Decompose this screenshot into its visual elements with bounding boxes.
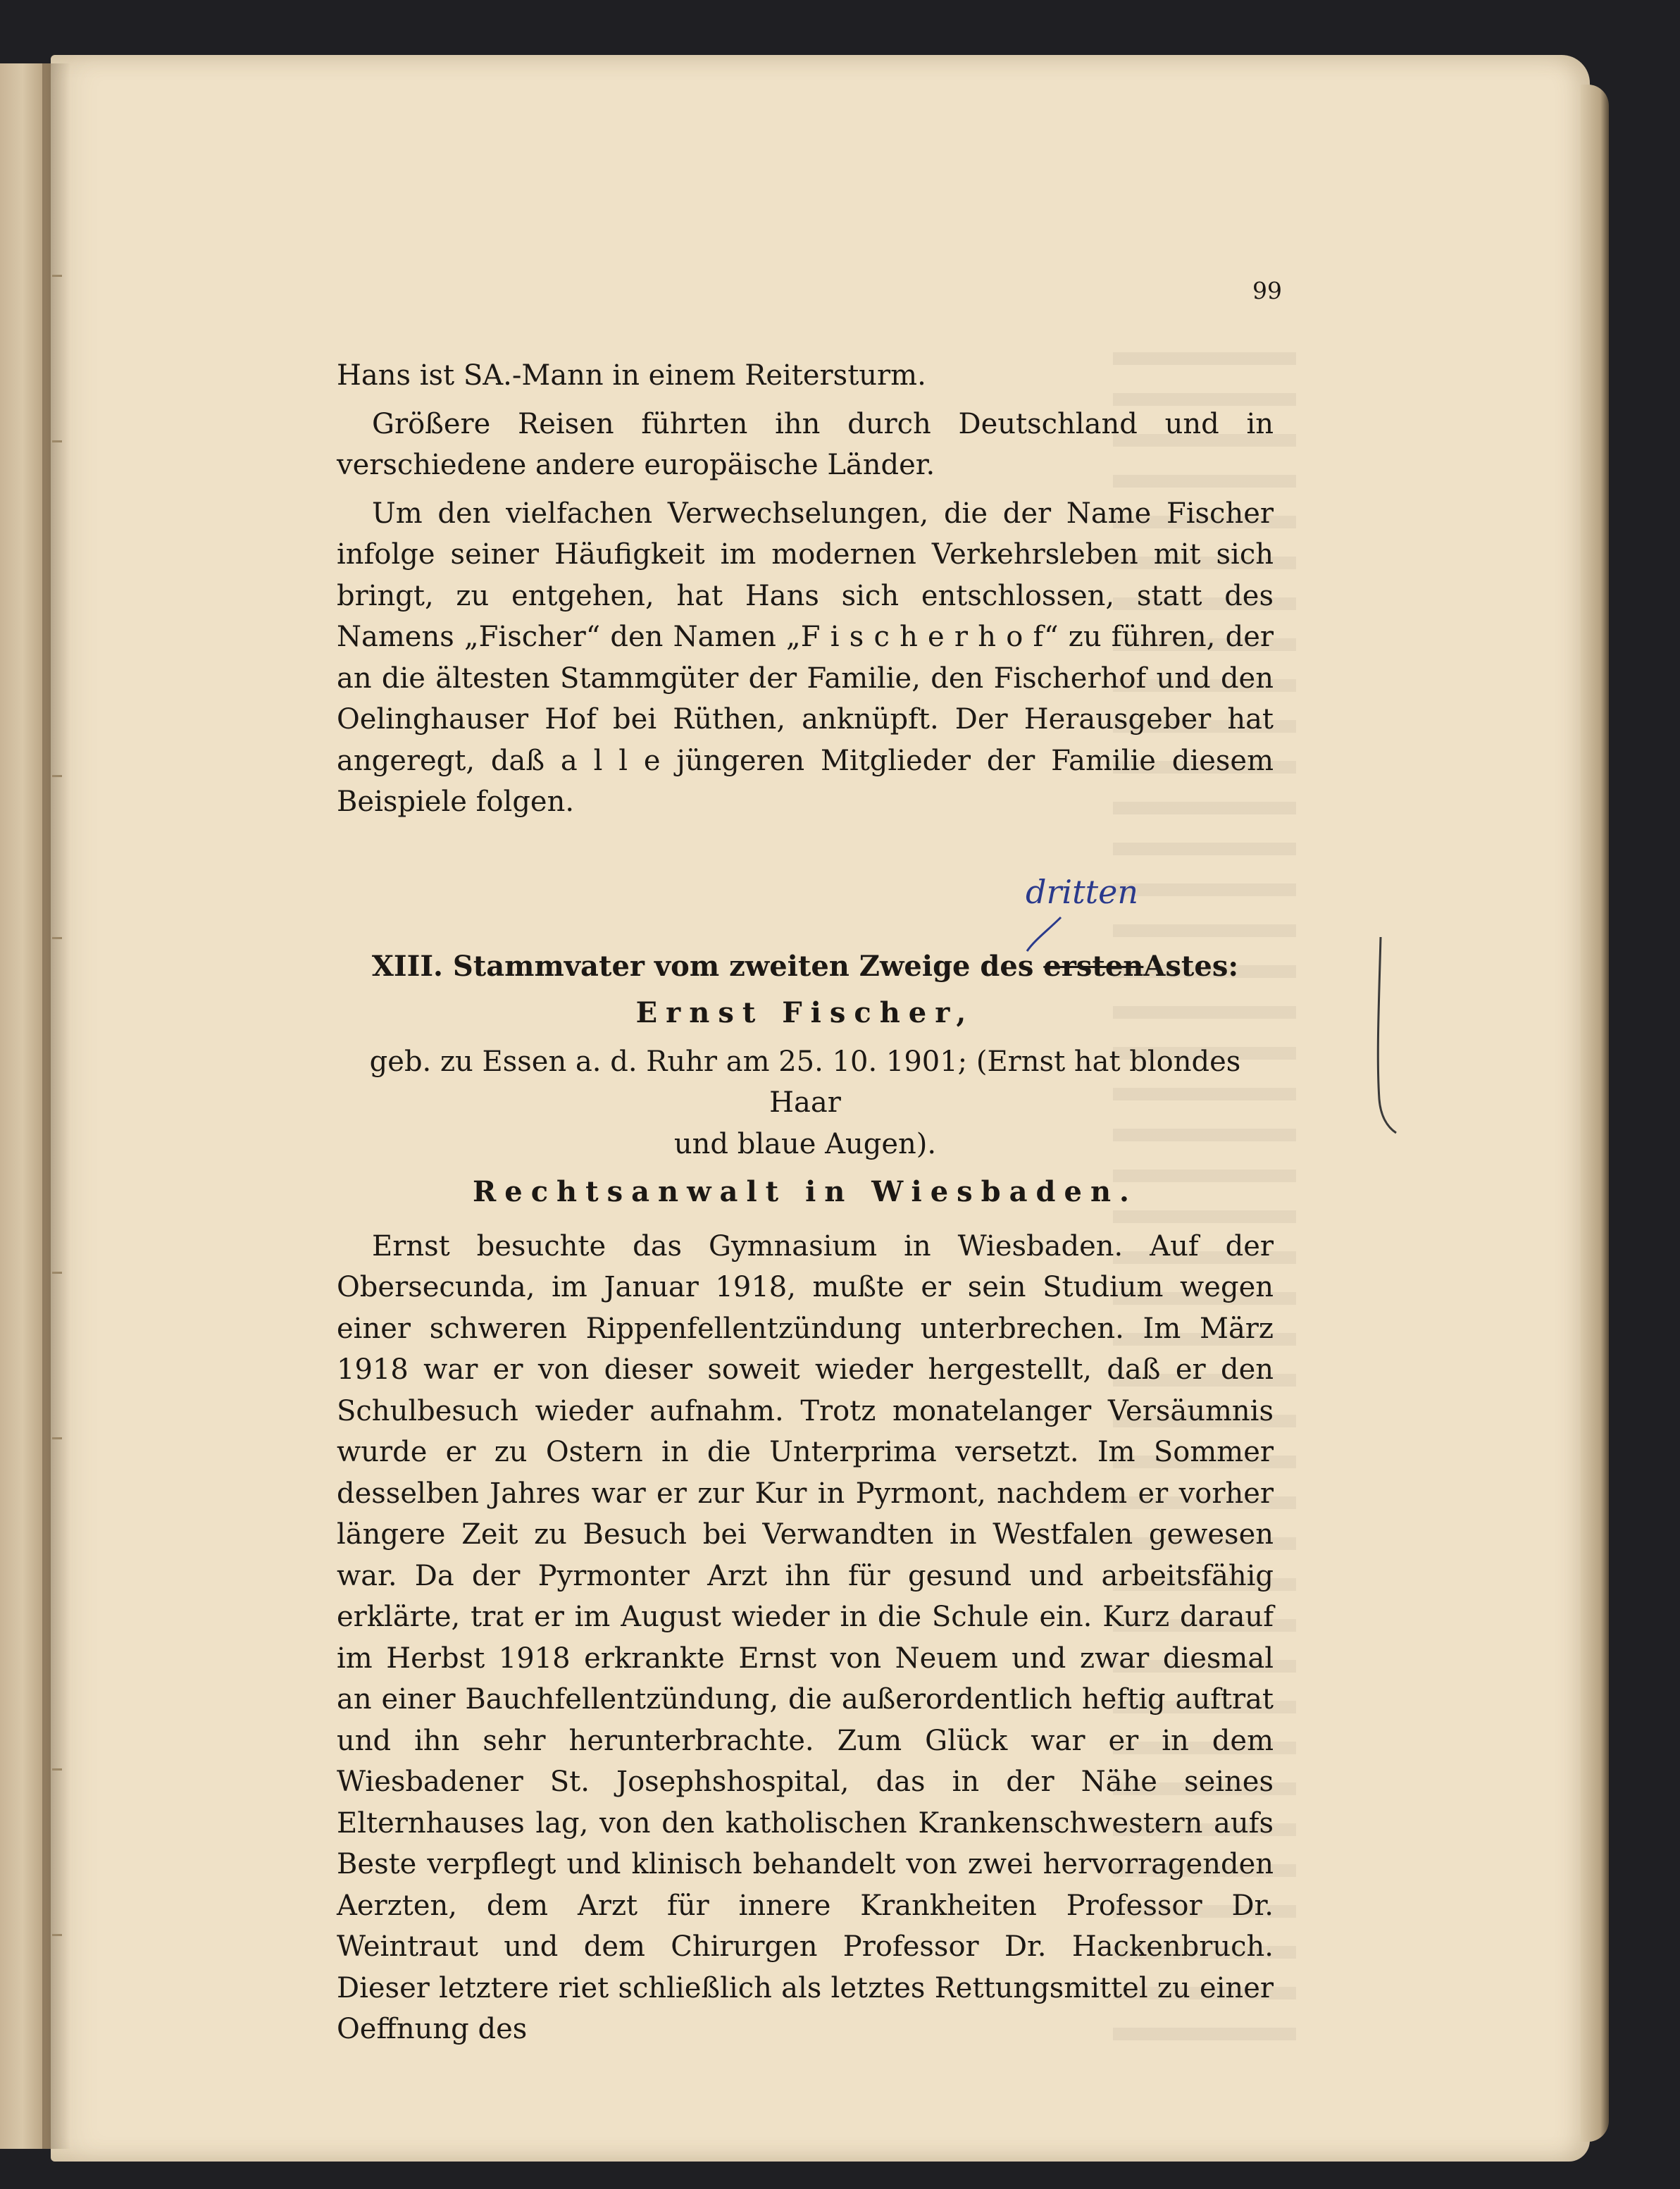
binding-stitch	[52, 1768, 62, 1771]
person-name: Ernst Fischer,	[635, 996, 975, 1029]
page-number: 99	[1252, 277, 1282, 304]
section-heading	[337, 946, 1274, 1213]
page-content	[337, 282, 1274, 2050]
name-change-paragraph: Um den vielfachen Verwechselungen, die der Name Fischer infolge seiner Häufigkeit im modernen Verkehrsleben mit sich bringt, zu entgehen, hat Hans sich entschlossen, statt des Namens „Fischer“ den Namen „F i s c h e r h o f“ zu führen, der an die ältesten Stammgüter der Familie, den Fischerhof und den Oelinghauser Hof bei Rüthen, anknüpft. Der Herausgeber hat angeregt, daß a l l e jüngeren Mitglieder der Familie diesem Beispiele folgen.	[337, 497, 1274, 818]
biography-paragraph: Ernst besuchte das Gymnasium in Wiesbaden. Auf der Obersecunda, im Januar 1918, mußte er sein Studium wegen einer schweren Rippenfellentzündung unterbrechen. Im März 1918 war er von dieser soweit wieder hergestellt, daß er den Schulbesuch wieder aufnahm. Trotz monatelanger Versäumnis wurde er zu Ostern in die Unterprima versetzt. Im Sommer desselben Jahres war er zur Kur in Pyrmont, nachdem er vorher längere Zeit zu Besuch bei Verwandten in Westfalen gewesen war. Da der Pyrmonter Arzt ihn für gesund und arbeitsfähig erklärte, trat er im August wieder in die Schule ein. Kurz darauf im Herbst 1918 erkrankte Ernst von Neuem und zwar diesmal an einer Bauchfellentzündung, die außerordentlich heftig auftrat und ihn sehr herunterbrachte. Zum Glück war er in dem Wiesbadener St. Josephshospital, das in der Nähe seines Elternhauses lag, von den katholischen Krankenschwestern aufs Beste verpflegt und klinisch behandelt von zwei hervorragenden Aerzten, dem Arzt für innere Krankheiten Professor Dr. Weintraut und dem Chirurgen Professor Dr. Hackenbruch. Dieser letztere riet schließlich als letztes Rettungsmittel zu einer Oeffnung des	[337, 1229, 1274, 2045]
travel-paragraph: Größere Reisen führten ihn durch Deutschland und in verschiedene andere europäische Länder.	[337, 407, 1274, 481]
binding-stitch	[52, 1437, 62, 1439]
section-title-suffix: Astes:	[1143, 949, 1239, 983]
binding-stitch	[52, 275, 62, 277]
struck-word: ersten	[1043, 949, 1144, 983]
intro-line: Hans ist SA.-Mann in einem Reitersturm.	[337, 359, 926, 392]
handwritten-correction	[1020, 852, 1161, 958]
binding-stitch	[52, 937, 62, 939]
birth-line-2: und blaue Augen).	[673, 1127, 937, 1160]
gutter-shadow	[42, 63, 70, 2149]
binding-stitch	[52, 1272, 62, 1274]
margin-pencil-mark	[1367, 930, 1409, 1141]
binding-stitch	[52, 440, 62, 442]
correction-arrow-icon	[1027, 917, 1061, 951]
binding-stitch	[52, 775, 62, 777]
binding-stitch	[52, 1934, 62, 1936]
handwritten-word: dritten	[1026, 873, 1138, 911]
page-fore-edge	[1581, 85, 1609, 2142]
section-title-prefix: XIII. Stammvater vom zweiten Zweige des	[371, 949, 1034, 983]
profession: Rechtsanwalt in Wiesbaden.	[473, 1175, 1138, 1208]
birth-line-1: geb. zu Essen a. d. Ruhr am 25. 10. 1901; (Ernst hat blondes Haar	[369, 1045, 1241, 1119]
